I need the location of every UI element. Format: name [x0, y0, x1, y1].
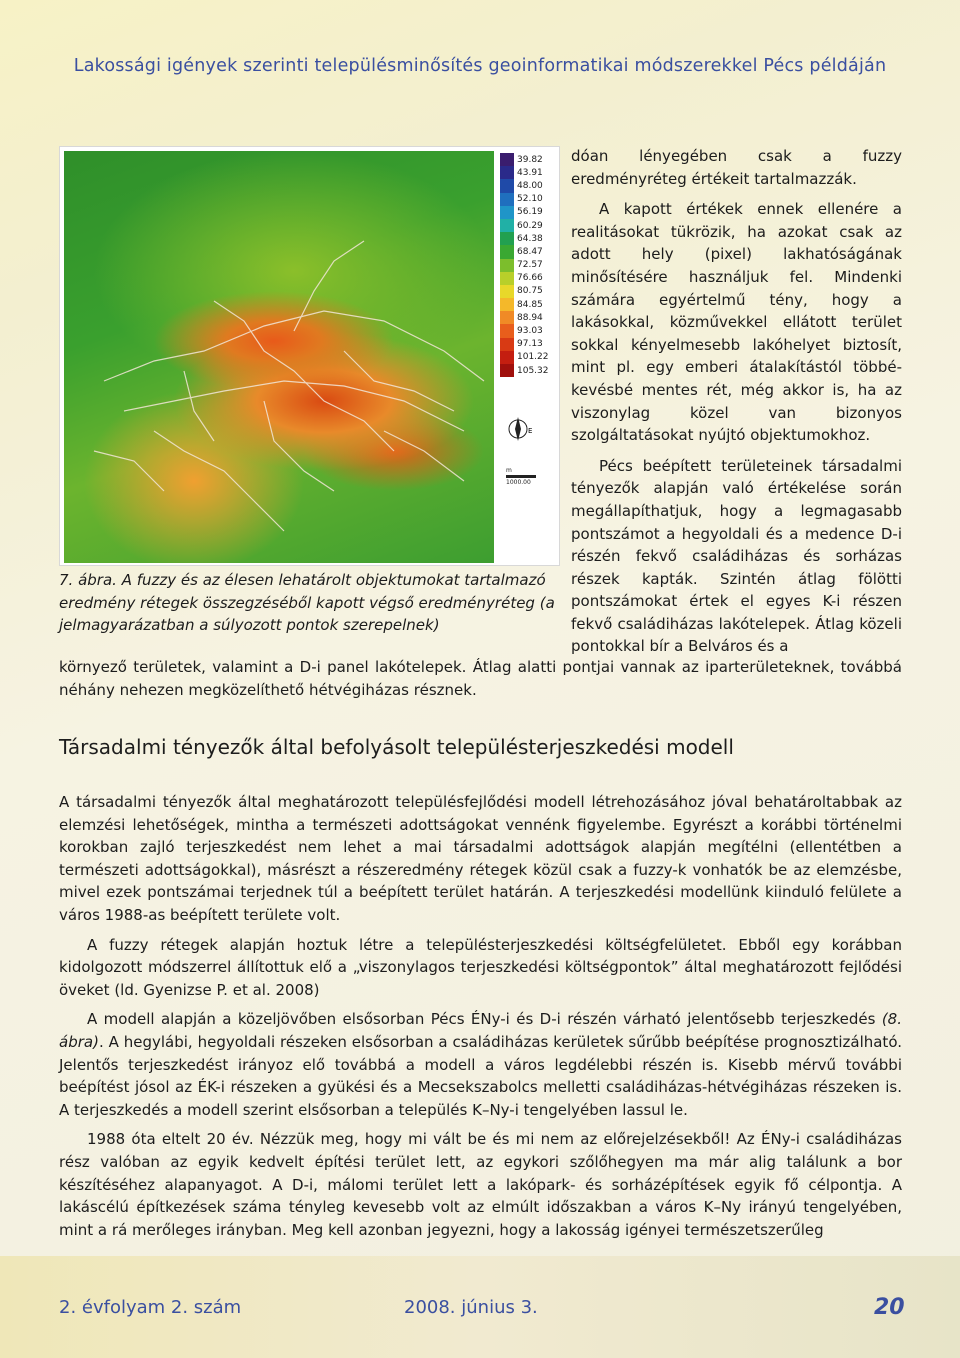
right-column [571, 145, 902, 658]
figure-reference: (8. ábra) [59, 1010, 902, 1051]
paragraph: A kapott értékek ennek ellenére a realitásokat tükrözik, ha azokat csak az adott hely (pixel) lakhatóságának minősítésére használjuk fel. Mindenki számára egyértelmű tény, hogy a lakásokkal, közművekkel ellátott terület sokkal kényelmesebb lakóhelyet biztosít, mint pl. egy emberi átalakítástól többé-kevésbé mentes rét, még akkor is, ha az viszonylag közel van bizonyos szolgáltatásokat nyújtó objektumokhoz. [571, 200, 902, 445]
legend-item [500, 206, 556, 219]
legend-item [500, 311, 556, 324]
legend-item [500, 179, 556, 192]
date-label: 2008. június 3. [404, 1297, 538, 1318]
legend-item [500, 259, 556, 272]
legend-label: 39.82 [517, 154, 543, 165]
legend-swatch [500, 311, 514, 324]
legend-swatch [500, 166, 514, 179]
legend-item [500, 219, 556, 232]
caption-line: eredmény rétegek összegzéséből kapott végső eredményréteg (a [59, 593, 555, 612]
legend-swatch [500, 232, 514, 245]
legend-label: 76.66 [517, 273, 543, 284]
legend-swatch [500, 245, 514, 258]
legend-item [500, 338, 556, 351]
legend-item [500, 245, 556, 258]
figure-7 [59, 146, 560, 566]
caption-line: 7. ábra. A fuzzy és az élesen lehatárolt objektumokat tartalmazó [59, 571, 546, 589]
legend-label: 84.85 [517, 299, 543, 310]
suitability-map [64, 151, 494, 563]
legend-swatch [500, 364, 514, 377]
scale-value: 1000.00 [506, 479, 531, 486]
scale-bar [506, 467, 536, 486]
legend-item [500, 272, 556, 285]
legend-label: 60.29 [517, 220, 543, 231]
legend-swatch [500, 351, 514, 364]
legend-item [500, 166, 556, 179]
legend-label: 64.38 [517, 233, 543, 244]
north-arrow-icon [506, 413, 536, 447]
section-heading: Társadalmi tényezők által befolyásolt településterjeszkedési modell [59, 735, 734, 759]
legend-item [500, 324, 556, 337]
legend-item [500, 193, 556, 206]
legend-label: 56.19 [517, 207, 543, 218]
legend-label: 48.00 [517, 180, 543, 191]
legend-item [500, 364, 556, 377]
north-label: E [528, 427, 533, 435]
running-header: Lakossági igények szerinti településminősítés geoinformatikai módszerekkel Pécs példáján [73, 56, 887, 76]
legend-label: 80.75 [517, 286, 543, 297]
paragraph: Pécs beépített területeinek társadalmi tényezők alapján való értékelése során megállapíthatjuk, hogy a legmagasabb pontszámot a hegyoldali és a medence D-i részén fekvő családiházas és sorházas részek kapták. Szintén átlag fölötti pontszámokat értek el egyes K-i részen fekvő családiházas lakótelepek. Átlag közeli pontokkal bír a Belváros és a [571, 456, 902, 656]
legend-item [500, 153, 556, 166]
legend-swatch [500, 338, 514, 351]
paragraph: A társadalmi tényezők által meghatározott településfejlődési modell létrehozásához jóval behatároltabbak az elemzési lehetőségek, mintha a természeti adottságokat vennénk figyelembe. Egyrészt a korábbi történelmi korokban zajló terjeszkedést nem lehet a mai társadalmi adottságok alapján megítélni (ellentétben a természeti adottságokkal), másrészt a részeredmény rétegek közül csak a fuzzy-k vonhatók be az elemzésbe, mivel ezek pontszámai terjednek túl a beépített terület határán. A terjeszkedési modellünk kiinduló felülete a város 1988-as beépített területe volt. [59, 793, 902, 924]
paragraph: környező területek, valamint a D-i panel lakótelepek. Átlag alatti pontjai vannak az iparterületeknek, továbbá néhány nehezen megközelíthető hétvégiházas résznek. [59, 658, 902, 699]
scale-unit: m [506, 467, 512, 474]
continued-paragraph [59, 656, 902, 701]
legend-item [500, 232, 556, 245]
paragraph [59, 1008, 902, 1121]
scale-line [506, 475, 536, 478]
legend-label: 101.22 [517, 352, 549, 363]
legend-item [500, 298, 556, 311]
legend-swatch [500, 298, 514, 311]
legend-label: 52.10 [517, 194, 543, 205]
issue-label: 2. évfolyam 2. szám [59, 1297, 242, 1318]
caption-line: jelmagyarázatban a súlyozott pontok szerepelnek) [59, 616, 440, 634]
legend-swatch [500, 179, 514, 192]
legend-label: 105.32 [517, 365, 549, 376]
section-body [59, 791, 902, 1248]
paragraph: 1988 óta eltelt 20 év. Nézzük meg, hogy mi vált be és mi nem az előrejelzésekből! Az ÉNy-i családiházas rész valóban az egyik kedvelt építési terület lett, az egykori szőlőhegyen ma már alig találunk a bor készítéséhez alapanyagot. A D-i, málomi terület lett a lakópark- és sorházépítések egyik fő célpontja. A lakáscélú építkezések száma tényleg kevesebb volt az elmúlt időszakban a város K–Ny irányú tengelyében, mint a rá merőleges irányban. Meg kell azonban jegyezni, hogy a lakosság igényei természetszerűleg [59, 1130, 902, 1239]
legend-swatch [500, 272, 514, 285]
legend-label: 88.94 [517, 312, 543, 323]
legend-label: 93.03 [517, 326, 543, 337]
legend-swatch [500, 206, 514, 219]
legend-swatch [500, 259, 514, 272]
text-span: A modell alapján a közeljövőben elsősorban Pécs ÉNy-i és D-i részén várható jelentősebb terjeszkedés [87, 1010, 882, 1029]
legend-swatch [500, 219, 514, 232]
legend-label: 43.91 [517, 167, 543, 178]
legend-label: 97.13 [517, 339, 543, 350]
legend-swatch [500, 324, 514, 337]
map-legend [500, 153, 556, 377]
text-span: . A hegylábi, hegyoldali részeken elsősorban a családiházas kerületek sűrűbb beépítése prognosztizálható. Jelentős terjeszkedést irányoz elő továbbá a modell a város legdélebbi részén is. Kisebb mérvű további beépítést jósol az ÉK-i részeken a gyükési és a Mecsekszabolcs melletti családiházas-hétvégiházas részeken is. A terjeszkedés a modell szerint elsősorban a település K–Ny-i tengelyében lassul le. [59, 1032, 902, 1119]
map-overlay [64, 151, 494, 563]
legend-label: 68.47 [517, 246, 543, 257]
legend-item [500, 285, 556, 298]
paragraph: dóan lényegében csak a fuzzy eredményréteg értékeit tartalmazzák. [571, 147, 902, 188]
figure-caption [59, 569, 571, 637]
legend-swatch [500, 153, 514, 166]
legend-swatch [500, 285, 514, 298]
legend-item [500, 351, 556, 364]
legend-label: 72.57 [517, 260, 543, 271]
page-number: 20 [874, 1295, 905, 1320]
legend-swatch [500, 193, 514, 206]
paragraph: A fuzzy rétegek alapján hoztuk létre a településterjeszkedési költségfelületet. Ebből egy korábban kidolgozott módszerrel állítottuk elő a „viszonylagos terjeszkedési költségpontok” által meghatározott fejlődési öveket (ld. Gyenizse P. et al. 2008) [59, 935, 902, 999]
